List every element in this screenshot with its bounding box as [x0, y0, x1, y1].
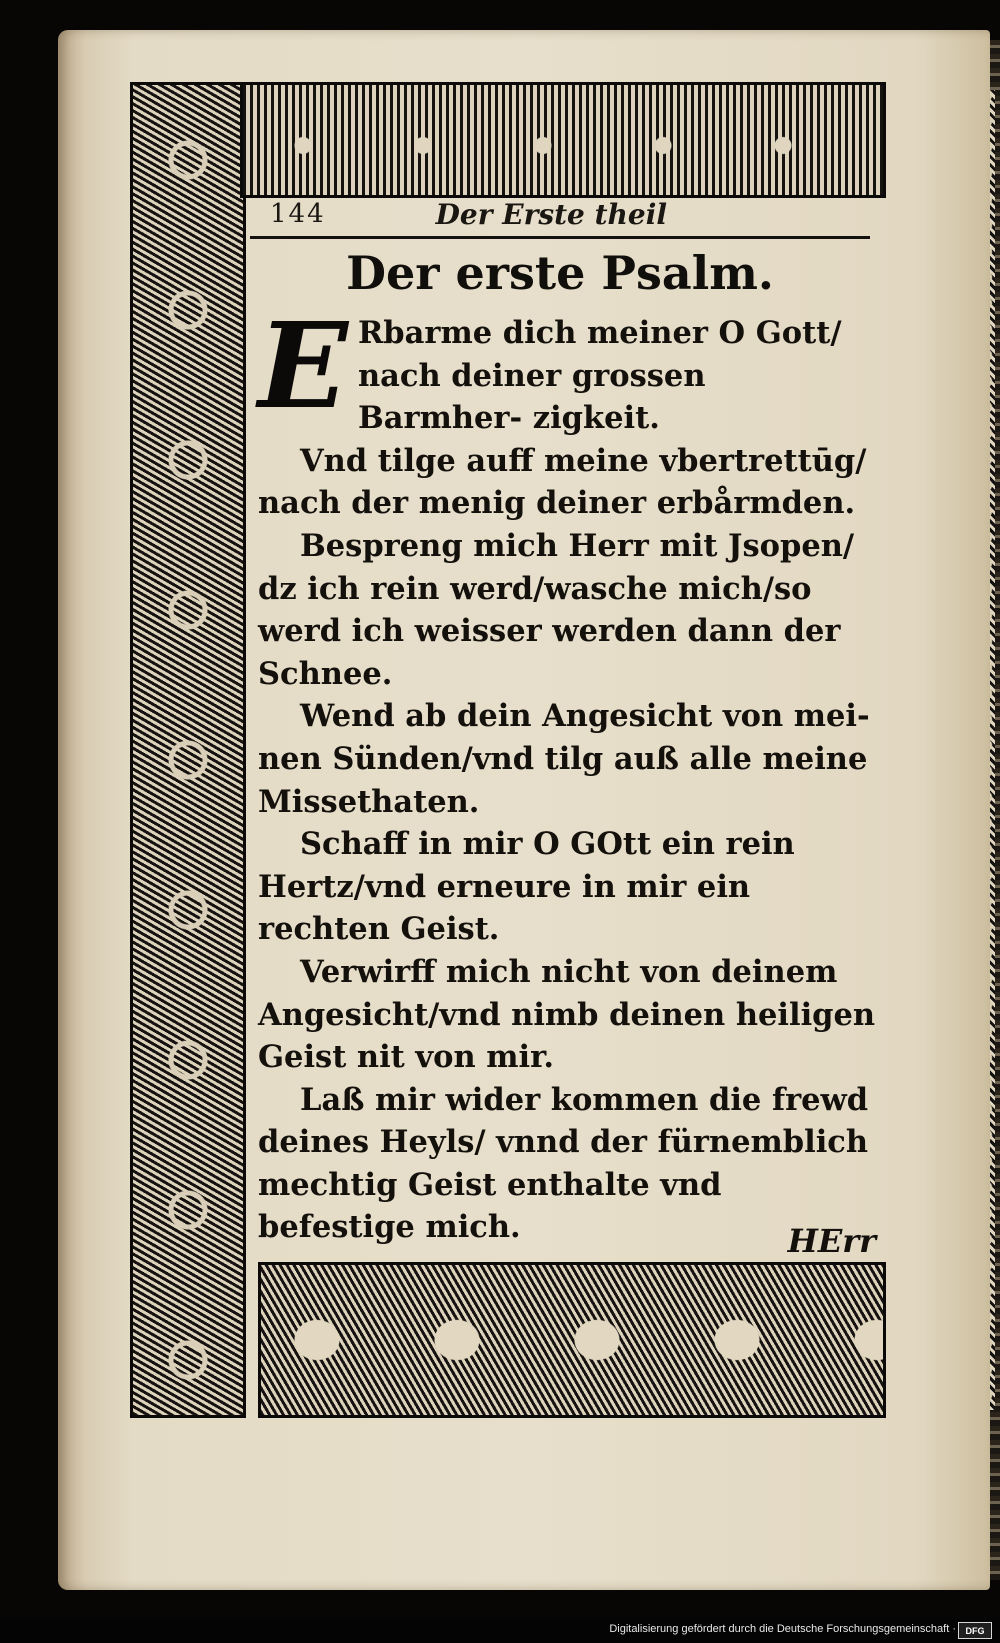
woodcut-top-border: [240, 82, 886, 198]
verse-5: Schaff in mir O GOtt ein rein Hertz/vnd erneure in mir ein rechten Geist.: [258, 826, 795, 948]
page-header: [250, 192, 870, 239]
drop-cap: E: [258, 296, 348, 435]
woodcut-bottom-border: [258, 1262, 886, 1418]
verse-7: Laß mir wider kommen die frewd deines Heyls/ vnnd der fürnemblich mechtig Geist enthalte vnd befestige mich.: [258, 1081, 869, 1246]
verse-6: Verwirff mich nicht von deinem Angesicht/vnd nimb deinen heiligen Geist nit von mir.: [258, 953, 876, 1076]
verse-text: Rbarme dich meiner O Gott/ nach deiner grossen Barmher- zigkeit.: [357, 315, 842, 437]
footer-credit: Digitalisierung gefördert durch die Deutsche Forschungsgemeinschaft ·: [609, 1623, 956, 1635]
psalm-title: Der erste Psalm.: [346, 246, 774, 300]
dfg-logo-icon: DFG: [958, 1622, 992, 1639]
verse-1: [258, 296, 878, 440]
running-head: Der Erste theil: [435, 197, 667, 231]
verse-4: Wend ab dein Angesicht von mei- nen Sünden/vnd tilg auß alle meine Missethaten.: [258, 698, 870, 820]
page-number: 144: [270, 199, 326, 229]
woodcut-left-border: [130, 82, 246, 1418]
verse-3: Bespreng mich Herr mit Jsopen/ dz ich rein werd/wasche mich/so werd ich weisser werden dann der Schnee.: [258, 527, 855, 692]
verse-2: Vnd tilge auff meine vbertrettūg/ nach der menig deiner erbårmden.: [258, 442, 867, 522]
catchword: HErr: [787, 1222, 876, 1260]
psalm-body: [258, 296, 878, 1249]
